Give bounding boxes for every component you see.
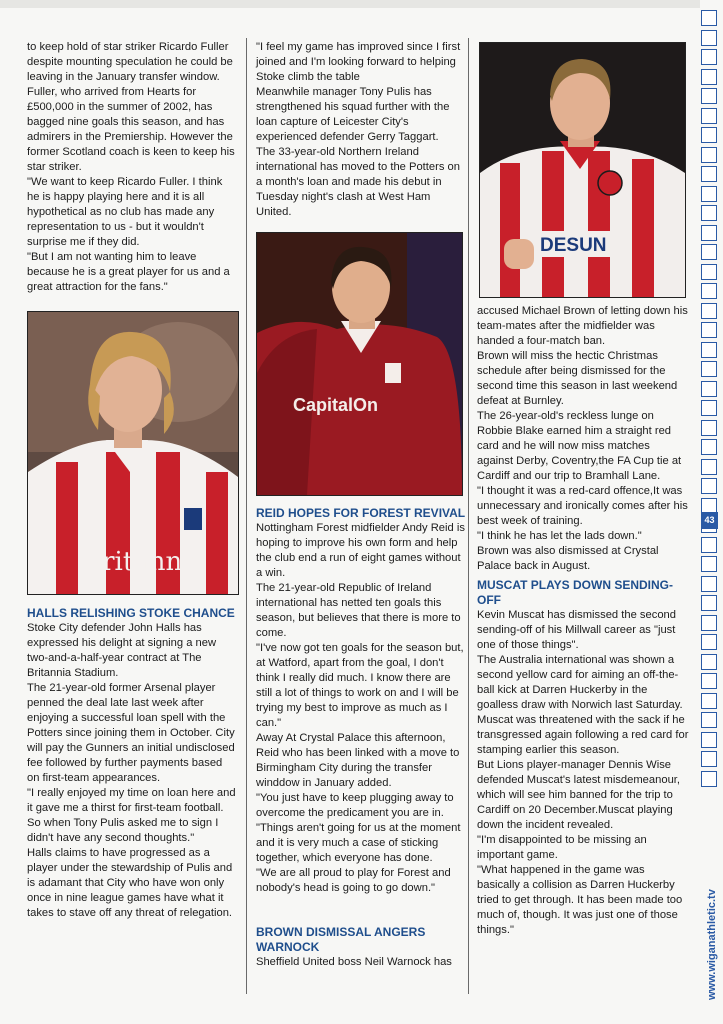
column-2 bbox=[256, 40, 466, 220]
halls-article bbox=[27, 606, 237, 921]
page-number: 43 bbox=[701, 512, 718, 529]
margin-square bbox=[701, 771, 717, 787]
brown-article-text-start: Sheffield United boss Neil Warnock has bbox=[256, 956, 452, 968]
margin-square bbox=[701, 205, 717, 221]
margin-square bbox=[701, 693, 717, 709]
photo-john-halls bbox=[27, 311, 239, 595]
margin-square bbox=[701, 244, 717, 260]
margin-square bbox=[701, 361, 717, 377]
margin-square bbox=[701, 595, 717, 611]
margin-square bbox=[701, 303, 717, 319]
margin-square bbox=[701, 49, 717, 65]
margin-square bbox=[701, 400, 717, 416]
brown-article-start bbox=[256, 925, 466, 970]
taggart-article-text: "I feel my game has improved since I first joined and I'm looking forward to helping Stoke climb the table Meanwhile manager Tony Pulis has strengthened his squad further with the loan capture of Leicester City's experienced defender Gerry Taggart. The 33-year-old Northern Ireland international has moved to the Potters on a month's loan and made his debut in Tuesday night's clash at West Ham United. bbox=[256, 41, 461, 218]
column-divider bbox=[246, 38, 247, 994]
reid-article bbox=[256, 506, 466, 896]
margin-square bbox=[701, 478, 717, 494]
margin-square bbox=[701, 439, 717, 455]
margin-square bbox=[701, 381, 717, 397]
margin-square bbox=[701, 732, 717, 748]
margin-square bbox=[701, 108, 717, 124]
margin-square bbox=[701, 751, 717, 767]
muscat-headline: MUSCAT PLAYS DOWN SENDING-OFF bbox=[477, 578, 674, 607]
margin-square bbox=[701, 166, 717, 182]
margin-square bbox=[701, 615, 717, 631]
margin-square bbox=[701, 576, 717, 592]
margin-square bbox=[701, 459, 717, 475]
margin-square bbox=[701, 225, 717, 241]
brown-article-continued bbox=[477, 304, 689, 574]
brown-shirt-sponsor: DESUN bbox=[540, 235, 607, 256]
column-divider bbox=[468, 38, 469, 994]
reid-article-text: Nottingham Forest midfielder Andy Reid is hoping to improve his own form and help the club end a run of eight games without a win. The 21-year-old Republic of Ireland international has netted ten goals this season, but believes that there is more to come. "I've now got ten goals for the season but, at Watford, apart from the goal, I don't think I really did much. I know there are still a lot of things to work on and I will be trying my best to improve as much as I can." Away At Crystal Palace this afternoon, Reid who has been linked with a move to Birmingham City during the transfer winddow in January added. "You just have to keep plugging away to overcome the predicament you are in. "Things aren't going for us at the moment and it is very much a case of sticking together, which everyone has done. "We are all proud to play for Forest and nobody's head is going to go down." bbox=[256, 522, 465, 894]
brown-article-text: accused Michael Brown of letting down his team-mates after the midfielder was handed a four-match ban. Brown will miss the hectic Christmas schedule after being dismissed for the second time this season in last weekend defeat at Burnley. The 26-year-old's reckless lunge on Robbie Blake earned him a straight red card and he will now miss matches against Derby, Coventry,the FA Cup tie at Cardiff and our trip to Bramhall Lane. "I thought it was a red-card offence,It was unnecessary and ironically comes after his best week of training. "I think he has let the lads down." Brown was also dismissed at Crystal Palace back in August. bbox=[477, 305, 688, 572]
margin-square bbox=[701, 654, 717, 670]
column-1 bbox=[27, 40, 237, 295]
margin-square bbox=[701, 69, 717, 85]
margin-square bbox=[701, 88, 717, 104]
margin-square bbox=[701, 342, 717, 358]
margin-square bbox=[701, 30, 717, 46]
margin-squares bbox=[701, 10, 721, 810]
halls-article-text: Stoke City defender John Halls has expressed his delight at signing a new two-and-a-half-year contract at The Britannia Stadium. The 21-year-old former Arsenal player penned the deal late last week after enjoying a successful loan spell with the Potters since joining them in October. City will pay the Gunners an initial undisclosed fee followed by further payments based on first-team appearances. "I really enjoyed my time on loan here and it gave me a thirst for first-team football. So when Tony Pulis asked me to sign I didn't have any second thoughts." Halls claims to have progressed as a player under the stewardship of Pulis and is adamant that City who have won only once in nine league games have what it takes to stave off any threat of relegation. bbox=[27, 622, 236, 919]
reid-headline: REID HOPES FOR FOREST REVIVAL bbox=[256, 506, 466, 520]
margin-square bbox=[701, 322, 717, 338]
halls-headline: HALLS RELISHING STOKE CHANCE bbox=[27, 606, 235, 620]
site-url: www.wiganathletic.tv bbox=[706, 889, 718, 1000]
margin-square bbox=[701, 634, 717, 650]
margin-square bbox=[701, 186, 717, 202]
photo-michael-brown bbox=[479, 42, 686, 298]
photo-andy-reid bbox=[256, 232, 463, 496]
margin-square bbox=[701, 556, 717, 572]
margin-square bbox=[701, 147, 717, 163]
margin-square bbox=[701, 420, 717, 436]
margin-square bbox=[701, 283, 717, 299]
muscat-article bbox=[477, 578, 689, 938]
reid-shirt-sponsor: CapitalOn bbox=[293, 395, 379, 415]
margin-square bbox=[701, 10, 717, 26]
halls-shirt-sponsor: Britannia bbox=[83, 547, 207, 577]
margin-square bbox=[701, 264, 717, 280]
margin-square bbox=[701, 712, 717, 728]
muscat-article-text: Kevin Muscat has dismissed the second sending-off of his Millwall career as "just one of those things". The Australia international was shown a second yellow card for aiming an off-the-ball kick at Darren Huckerby in the goalless draw with Norwich last Saturday. Muscat was threatened with the sack if he transgressed again following a red card for stamping earlier this season. But Lions player-manager Dennis Wise defended Muscat's latest misdemeanour, which will see him banned for the trip to Cardiff on 20 December.Muscat playing down the incident revealed. "I'm disappointed to be missing an important game. "What happened in the game was basically a collision as Darren Huckerby tried to get through. It has been made too much of, though. It was just one of those things." bbox=[477, 609, 689, 936]
brown-headline: BROWN DISMISSAL ANGERS WARNOCK bbox=[256, 925, 426, 954]
margin-square bbox=[701, 127, 717, 143]
margin-square bbox=[701, 537, 717, 553]
fuller-article-text: to keep hold of star striker Ricardo Fuller despite mounting speculation he could be leaving in the January transfer window. Fuller, who arrived from Hearts for £500,000 in the summer of 2002, has bagged nine goals this season, and has admirers in the Premiership. However the former Scotland coach is keen to keep his star striker. "We want to keep Ricardo Fuller. I think he is happy playing here and it is all hypothetical as no club has made any representation to us - but it wouldn't surprise me if they did. "But I am not wanting him to leave because he is a great player for us and a great attraction for the fans." bbox=[27, 41, 235, 293]
top-edge bbox=[0, 0, 700, 8]
margin-square bbox=[701, 673, 717, 689]
